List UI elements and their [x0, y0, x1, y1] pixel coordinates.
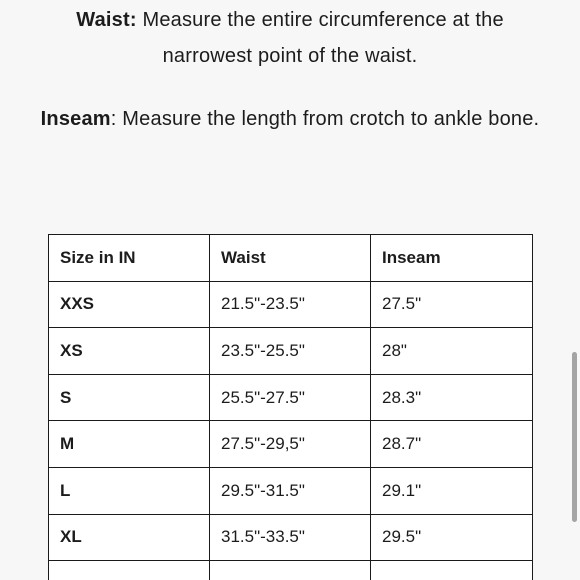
empty-cell [210, 561, 371, 580]
inseam-term: Inseam [40, 108, 111, 130]
waist-instruction [30, 2, 550, 74]
table-row [49, 514, 533, 561]
inseam-cell: 28.3" [371, 374, 533, 421]
inseam-cell: 28.7" [371, 421, 533, 468]
table-header-row [49, 235, 533, 282]
size-cell: S [49, 374, 210, 421]
table-row [49, 467, 533, 514]
empty-cell [371, 561, 533, 580]
waist-term: Waist: [76, 9, 137, 31]
waist-cell: 25.5"-27.5" [210, 374, 371, 421]
waist-cell: 31.5"-33.5" [210, 514, 371, 561]
header-waist: Waist [210, 235, 371, 282]
inseam-cell: 28" [371, 328, 533, 375]
size-cell: XL [49, 514, 210, 561]
size-cell: XXS [49, 281, 210, 328]
inseam-cell: 27.5" [371, 281, 533, 328]
table-row [49, 328, 533, 375]
header-size: Size in IN [49, 235, 210, 282]
inseam-instruction [30, 101, 550, 137]
scrollbar[interactable] [572, 352, 577, 522]
waist-text: Measure the entire circumference at the narrowest point of the waist. [136, 9, 504, 67]
waist-cell: 29.5"-31.5" [210, 467, 371, 514]
inseam-cell: 29.5" [371, 514, 533, 561]
table-row [49, 421, 533, 468]
table-row-partial [49, 561, 533, 580]
inseam-cell: 29.1" [371, 467, 533, 514]
empty-cell [49, 561, 210, 580]
size-cell: L [49, 467, 210, 514]
waist-cell: 21.5"-23.5" [210, 281, 371, 328]
size-cell: M [49, 421, 210, 468]
inseam-text: : Measure the length from crotch to ankle bone. [110, 108, 540, 130]
header-inseam: Inseam [371, 235, 533, 282]
table-row [49, 281, 533, 328]
table-row [49, 374, 533, 421]
measurement-instructions [30, 0, 550, 137]
waist-cell: 27.5"-29,5" [210, 421, 371, 468]
size-chart-table [48, 234, 533, 580]
size-cell: XS [49, 328, 210, 375]
waist-cell: 23.5"-25.5" [210, 328, 371, 375]
